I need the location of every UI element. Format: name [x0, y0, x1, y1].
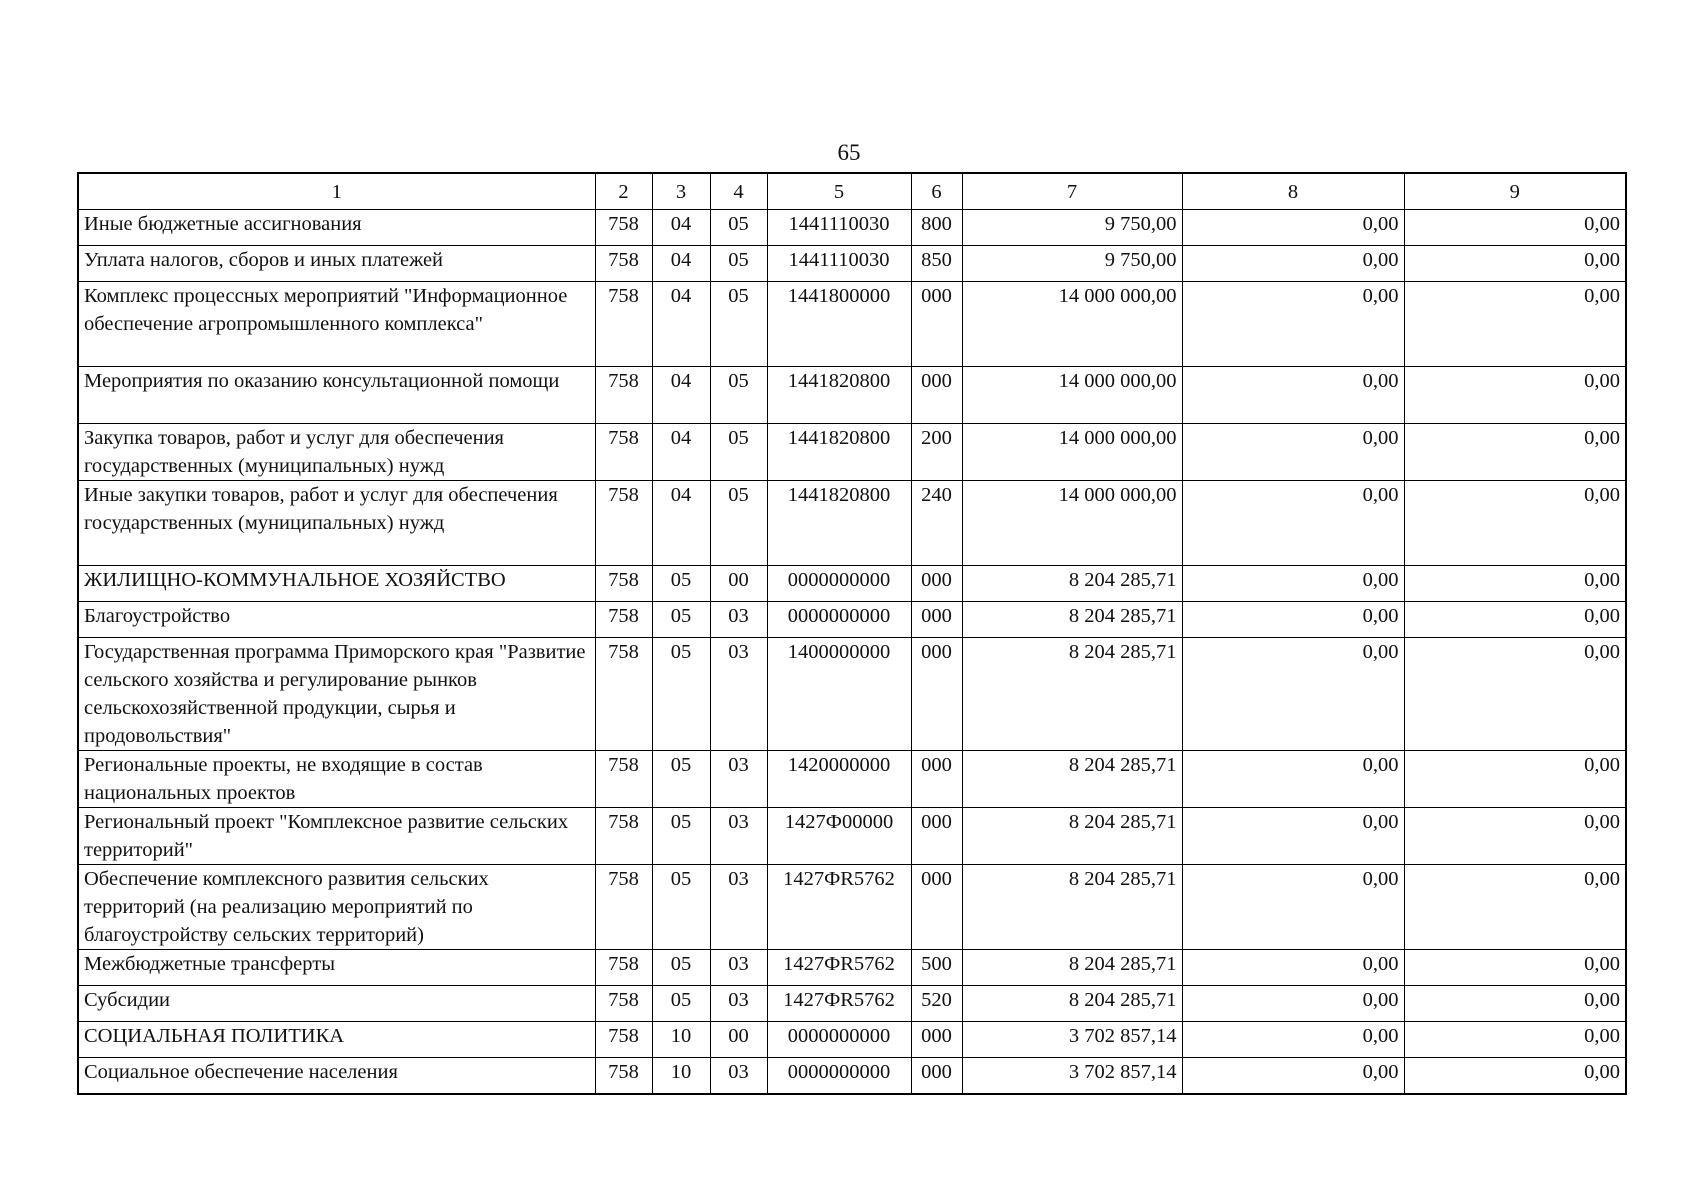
- cell-2: 758: [595, 367, 652, 424]
- header-cell: 7: [962, 173, 1182, 210]
- cell-6: 500: [911, 950, 962, 986]
- row-name-cell: Обеспечение комплексного развития сельских территорий (на реализацию мероприятий по благоустройству сельских территорий): [78, 865, 595, 950]
- cell-5: 0000000000: [767, 566, 911, 602]
- budget-table: [77, 172, 1627, 1095]
- table-row: [78, 602, 1626, 638]
- cell-7: 8 204 285,71: [962, 638, 1182, 751]
- table-row: [78, 986, 1626, 1022]
- cell-4: 03: [710, 865, 767, 950]
- cell-8: 0,00: [1182, 602, 1404, 638]
- header-row: [78, 173, 1626, 210]
- cell-7: 9 750,00: [962, 210, 1182, 246]
- cell-3: 04: [652, 481, 710, 566]
- cell-3: 05: [652, 602, 710, 638]
- cell-8: 0,00: [1182, 367, 1404, 424]
- cell-9: 0,00: [1404, 950, 1626, 986]
- cell-2: 758: [595, 1058, 652, 1095]
- cell-5: 1427ФR5762: [767, 950, 911, 986]
- cell-5: 1441820800: [767, 367, 911, 424]
- cell-2: 758: [595, 751, 652, 808]
- cell-5: 1420000000: [767, 751, 911, 808]
- cell-5: 1427ФR5762: [767, 986, 911, 1022]
- cell-6: 000: [911, 751, 962, 808]
- table-row: [78, 808, 1626, 865]
- cell-7: 3 702 857,14: [962, 1022, 1182, 1058]
- cell-4: 03: [710, 602, 767, 638]
- table-row: [78, 638, 1626, 751]
- cell-7: 14 000 000,00: [962, 367, 1182, 424]
- cell-2: 758: [595, 1022, 652, 1058]
- cell-4: 03: [710, 1058, 767, 1095]
- cell-3: 05: [652, 808, 710, 865]
- cell-2: 758: [595, 282, 652, 367]
- row-name-cell: Закупка товаров, работ и услуг для обеспечения государственных (муниципальных) нужд: [78, 424, 595, 481]
- header-cell: 5: [767, 173, 911, 210]
- row-name-cell: Благоустройство: [78, 602, 595, 638]
- cell-2: 758: [595, 566, 652, 602]
- cell-6: 520: [911, 986, 962, 1022]
- cell-9: 0,00: [1404, 246, 1626, 282]
- cell-7: 8 204 285,71: [962, 602, 1182, 638]
- cell-7: 8 204 285,71: [962, 986, 1182, 1022]
- cell-8: 0,00: [1182, 210, 1404, 246]
- table-row: [78, 481, 1626, 566]
- cell-7: 9 750,00: [962, 246, 1182, 282]
- table-row: [78, 210, 1626, 246]
- cell-3: 04: [652, 424, 710, 481]
- table-row: [78, 566, 1626, 602]
- cell-7: 8 204 285,71: [962, 950, 1182, 986]
- cell-2: 758: [595, 986, 652, 1022]
- cell-6: 850: [911, 246, 962, 282]
- row-name-cell: Уплата налогов, сборов и иных платежей: [78, 246, 595, 282]
- cell-4: 03: [710, 950, 767, 986]
- cell-3: 05: [652, 638, 710, 751]
- cell-6: 000: [911, 808, 962, 865]
- cell-3: 05: [652, 865, 710, 950]
- row-name-cell: Мероприятия по оказанию консультационной помощи: [78, 367, 595, 424]
- cell-9: 0,00: [1404, 1022, 1626, 1058]
- cell-8: 0,00: [1182, 751, 1404, 808]
- cell-5: 1441820800: [767, 424, 911, 481]
- cell-8: 0,00: [1182, 808, 1404, 865]
- cell-8: 0,00: [1182, 950, 1404, 986]
- cell-5: 0000000000: [767, 602, 911, 638]
- row-name-cell: Социальное обеспечение населения: [78, 1058, 595, 1095]
- cell-5: 1441110030: [767, 246, 911, 282]
- row-name-cell: Комплекс процессных мероприятий "Информационное обеспечение агропромышленного комплекса": [78, 282, 595, 367]
- cell-9: 0,00: [1404, 282, 1626, 367]
- header-cell: 1: [78, 173, 595, 210]
- cell-2: 758: [595, 950, 652, 986]
- cell-9: 0,00: [1404, 808, 1626, 865]
- cell-4: 03: [710, 751, 767, 808]
- cell-8: 0,00: [1182, 986, 1404, 1022]
- cell-5: 1441820800: [767, 481, 911, 566]
- cell-6: 000: [911, 1022, 962, 1058]
- cell-2: 758: [595, 638, 652, 751]
- page-number: 65: [837, 140, 861, 165]
- cell-9: 0,00: [1404, 1058, 1626, 1095]
- cell-7: 14 000 000,00: [962, 481, 1182, 566]
- cell-8: 0,00: [1182, 481, 1404, 566]
- cell-6: 000: [911, 566, 962, 602]
- table-row: [78, 950, 1626, 986]
- row-name-cell: Региональный проект "Комплексное развитие сельских территорий": [78, 808, 595, 865]
- cell-3: 04: [652, 246, 710, 282]
- row-name-cell: Региональные проекты, не входящие в состав национальных проектов: [78, 751, 595, 808]
- cell-5: 1427Ф00000: [767, 808, 911, 865]
- cell-2: 758: [595, 424, 652, 481]
- cell-2: 758: [595, 602, 652, 638]
- cell-6: 000: [911, 367, 962, 424]
- row-name-cell: Иные закупки товаров, работ и услуг для обеспечения государственных (муниципальных) нужд: [78, 481, 595, 566]
- cell-4: 03: [710, 808, 767, 865]
- cell-7: 14 000 000,00: [962, 424, 1182, 481]
- table-body: [78, 210, 1626, 1095]
- table-row: [78, 1022, 1626, 1058]
- cell-6: 240: [911, 481, 962, 566]
- cell-6: 000: [911, 602, 962, 638]
- cell-6: 200: [911, 424, 962, 481]
- cell-6: 000: [911, 865, 962, 950]
- table-row: [78, 1058, 1626, 1095]
- table-row: [78, 246, 1626, 282]
- header-cell: 2: [595, 173, 652, 210]
- cell-3: 10: [652, 1022, 710, 1058]
- cell-3: 05: [652, 950, 710, 986]
- cell-8: 0,00: [1182, 246, 1404, 282]
- cell-7: 14 000 000,00: [962, 282, 1182, 367]
- cell-7: 8 204 285,71: [962, 808, 1182, 865]
- table-row: [78, 865, 1626, 950]
- cell-4: 05: [710, 424, 767, 481]
- cell-8: 0,00: [1182, 638, 1404, 751]
- cell-2: 758: [595, 481, 652, 566]
- cell-4: 05: [710, 481, 767, 566]
- table-row: [78, 751, 1626, 808]
- row-name-cell: СОЦИАЛЬНАЯ ПОЛИТИКА: [78, 1022, 595, 1058]
- cell-5: 1441800000: [767, 282, 911, 367]
- cell-6: 000: [911, 282, 962, 367]
- cell-7: 8 204 285,71: [962, 865, 1182, 950]
- cell-2: 758: [595, 246, 652, 282]
- cell-9: 0,00: [1404, 602, 1626, 638]
- cell-3: 04: [652, 210, 710, 246]
- row-name-cell: Государственная программа Приморского края "Развитие сельского хозяйства и регулирование рынков сельскохозяйственной продукции, сырья и продовольствия": [78, 638, 595, 751]
- header-cell: 9: [1404, 173, 1626, 210]
- cell-8: 0,00: [1182, 1058, 1404, 1095]
- row-name-cell: Субсидии: [78, 986, 595, 1022]
- cell-6: 000: [911, 638, 962, 751]
- cell-2: 758: [595, 808, 652, 865]
- cell-4: 05: [710, 246, 767, 282]
- cell-9: 0,00: [1404, 481, 1626, 566]
- cell-9: 0,00: [1404, 210, 1626, 246]
- header-cell: 3: [652, 173, 710, 210]
- cell-4: 05: [710, 367, 767, 424]
- header-cell: 6: [911, 173, 962, 210]
- cell-9: 0,00: [1404, 566, 1626, 602]
- cell-5: 0000000000: [767, 1022, 911, 1058]
- row-name-cell: Иные бюджетные ассигнования: [78, 210, 595, 246]
- table-row: [78, 424, 1626, 481]
- cell-4: 05: [710, 282, 767, 367]
- cell-5: 1441110030: [767, 210, 911, 246]
- table-row: [78, 282, 1626, 367]
- cell-4: 00: [710, 566, 767, 602]
- cell-9: 0,00: [1404, 367, 1626, 424]
- cell-8: 0,00: [1182, 424, 1404, 481]
- cell-8: 0,00: [1182, 865, 1404, 950]
- header-cell: 4: [710, 173, 767, 210]
- cell-3: 05: [652, 566, 710, 602]
- cell-3: 10: [652, 1058, 710, 1095]
- cell-6: 800: [911, 210, 962, 246]
- cell-7: 8 204 285,71: [962, 751, 1182, 808]
- cell-5: 0000000000: [767, 1058, 911, 1095]
- table-row: [78, 367, 1626, 424]
- cell-3: 05: [652, 986, 710, 1022]
- cell-3: 04: [652, 367, 710, 424]
- cell-2: 758: [595, 865, 652, 950]
- row-name-cell: ЖИЛИЩНО-КОММУНАЛЬНОЕ ХОЗЯЙСТВО: [78, 566, 595, 602]
- cell-8: 0,00: [1182, 566, 1404, 602]
- cell-9: 0,00: [1404, 986, 1626, 1022]
- cell-9: 0,00: [1404, 638, 1626, 751]
- cell-5: 1427ФR5762: [767, 865, 911, 950]
- cell-9: 0,00: [1404, 865, 1626, 950]
- cell-7: 8 204 285,71: [962, 566, 1182, 602]
- cell-6: 000: [911, 1058, 962, 1095]
- cell-9: 0,00: [1404, 751, 1626, 808]
- cell-4: 03: [710, 986, 767, 1022]
- cell-8: 0,00: [1182, 1022, 1404, 1058]
- cell-4: 05: [710, 210, 767, 246]
- cell-5: 1400000000: [767, 638, 911, 751]
- cell-8: 0,00: [1182, 282, 1404, 367]
- cell-7: 3 702 857,14: [962, 1058, 1182, 1095]
- cell-4: 00: [710, 1022, 767, 1058]
- cell-3: 04: [652, 282, 710, 367]
- cell-4: 03: [710, 638, 767, 751]
- cell-2: 758: [595, 210, 652, 246]
- cell-9: 0,00: [1404, 424, 1626, 481]
- header-cell: 8: [1182, 173, 1404, 210]
- row-name-cell: Межбюджетные трансферты: [78, 950, 595, 986]
- cell-3: 05: [652, 751, 710, 808]
